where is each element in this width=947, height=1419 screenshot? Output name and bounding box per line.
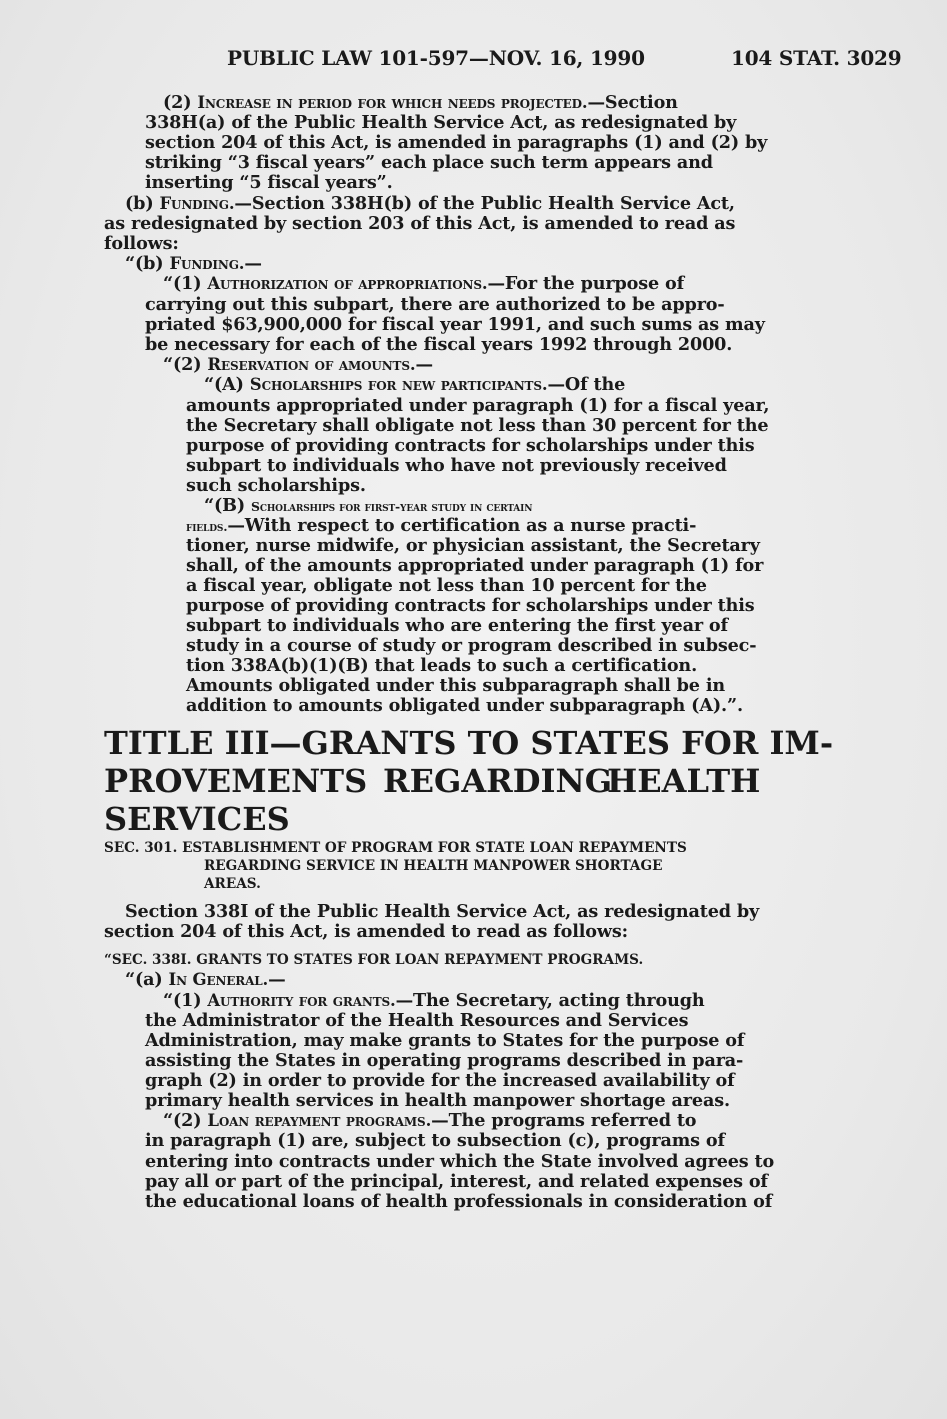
text-line: be necessary for each of the fiscal years 1992 through 2000. bbox=[145, 334, 733, 355]
text-line: Section 338I of the Public Health Service Act, as redesignated by bbox=[125, 901, 760, 922]
text-line: graph (2) in order to provide for the increased availability of bbox=[145, 1070, 735, 1091]
text-line: “(1) Authorization of appropriations.—For the purpose of bbox=[163, 273, 685, 294]
text-line: “(1) Authority for grants.—The Secretary, acting through bbox=[163, 990, 705, 1011]
text-line: tioner, nurse midwife, or physician assistant, the Secretary bbox=[186, 535, 760, 556]
text-line: inserting “5 fiscal years”. bbox=[145, 172, 393, 193]
text-line: study in a course of study or program described in subsec- bbox=[186, 635, 757, 656]
text-line: in paragraph (1) are, subject to subsection (c), programs of bbox=[145, 1130, 725, 1151]
title-heading: TITLE III—GRANTS TO STATES FOR IM- bbox=[104, 724, 834, 762]
text-line: 338H(a) of the Public Health Service Act, as redesignated by bbox=[145, 112, 737, 133]
section-heading: REGARDING SERVICE IN HEALTH MANPOWER SHORTAGE bbox=[204, 858, 663, 874]
public-law-citation: PUBLIC LAW 101-597—NOV. 16, 1990 bbox=[227, 46, 645, 70]
text-line: the Secretary shall obligate not less than 30 percent for the bbox=[186, 415, 769, 436]
text-line: “(2) Loan repayment programs.—The programs referred to bbox=[163, 1110, 697, 1131]
text-line: “(B) Scholarships for first-year study in certain bbox=[204, 495, 533, 516]
text-line: addition to amounts obligated under subparagraph (A).”. bbox=[186, 695, 743, 716]
text-line: Amounts obligated under this subparagraph shall be in bbox=[186, 675, 725, 696]
text-line: fields.—With respect to certification as a nurse practi- bbox=[186, 515, 697, 536]
text-line: (2) Increase in period for which needs projected.—Section bbox=[163, 92, 678, 113]
text-line: the educational loans of health professionals in consideration of bbox=[145, 1191, 773, 1212]
text-line: subpart to individuals who are entering the first year of bbox=[186, 615, 728, 636]
text-line: shall, of the amounts appropriated under paragraph (1) for bbox=[186, 555, 764, 576]
text-line: primary health services in health manpower shortage areas. bbox=[145, 1090, 730, 1111]
text-line: “(2) Reservation of amounts.— bbox=[163, 354, 433, 375]
text-line: such scholarships. bbox=[186, 475, 366, 496]
text-line: follows: bbox=[104, 233, 179, 254]
title-heading: REGARDING bbox=[383, 762, 613, 800]
text-line: “(a) In General.— bbox=[125, 969, 286, 990]
text-line: tion 338A(b)(1)(B) that leads to such a certification. bbox=[186, 655, 698, 676]
statute-page-number: 104 STAT. 3029 bbox=[731, 46, 902, 70]
text-line: pay all or part of the principal, interest, and related expenses of bbox=[145, 1171, 768, 1192]
text-line: amounts appropriated under paragraph (1) for a fiscal year, bbox=[186, 395, 770, 416]
text-line: section 204 of this Act, is amended to read as follows: bbox=[104, 921, 628, 942]
text-line: subpart to individuals who have not previously received bbox=[186, 455, 727, 476]
text-line: entering into contracts under which the State involved agrees to bbox=[145, 1151, 775, 1172]
text-line: assisting the States in operating programs described in para- bbox=[145, 1050, 744, 1071]
text-line: striking “3 fiscal years” each place such term appears and bbox=[145, 152, 713, 173]
text-line: priated $63,900,000 for fiscal year 1991, and such sums as may bbox=[145, 314, 765, 335]
text-line: (b) Funding.—Section 338H(b) of the Public Health Service Act, bbox=[125, 193, 735, 214]
text-line: “(A) Scholarships for new participants.—Of the bbox=[204, 374, 626, 395]
text-line: carrying out this subpart, there are authorized to be appro- bbox=[145, 294, 725, 315]
subsection-heading: “SEC. 338I. GRANTS TO STATES FOR LOAN REPAYMENT PROGRAMS. bbox=[104, 952, 644, 968]
title-heading: HEALTH bbox=[607, 762, 761, 800]
text-line: the Administrator of the Health Resources and Services bbox=[145, 1010, 689, 1031]
section-heading: AREAS. bbox=[204, 876, 261, 892]
text-line: “(b) Funding.— bbox=[125, 253, 262, 274]
text-line: section 204 of this Act, is amended in paragraphs (1) and (2) by bbox=[145, 132, 768, 153]
section-heading: SEC. 301. ESTABLISHMENT OF PROGRAM FOR STATE LOAN REPAYMENTS bbox=[104, 840, 687, 856]
text-line: purpose of providing contracts for scholarships under this bbox=[186, 595, 755, 616]
text-line: purpose of providing contracts for scholarships under this bbox=[186, 435, 755, 456]
title-heading: PROVEMENTS bbox=[104, 762, 368, 800]
text-line: as redesignated by section 203 of this Act, is amended to read as bbox=[104, 213, 736, 234]
page-header bbox=[0, 46, 947, 76]
text-line: Administration, may make grants to States for the purpose of bbox=[145, 1030, 745, 1051]
title-heading: SERVICES bbox=[104, 800, 290, 838]
text-line: a fiscal year, obligate not less than 10 percent for the bbox=[186, 575, 707, 596]
